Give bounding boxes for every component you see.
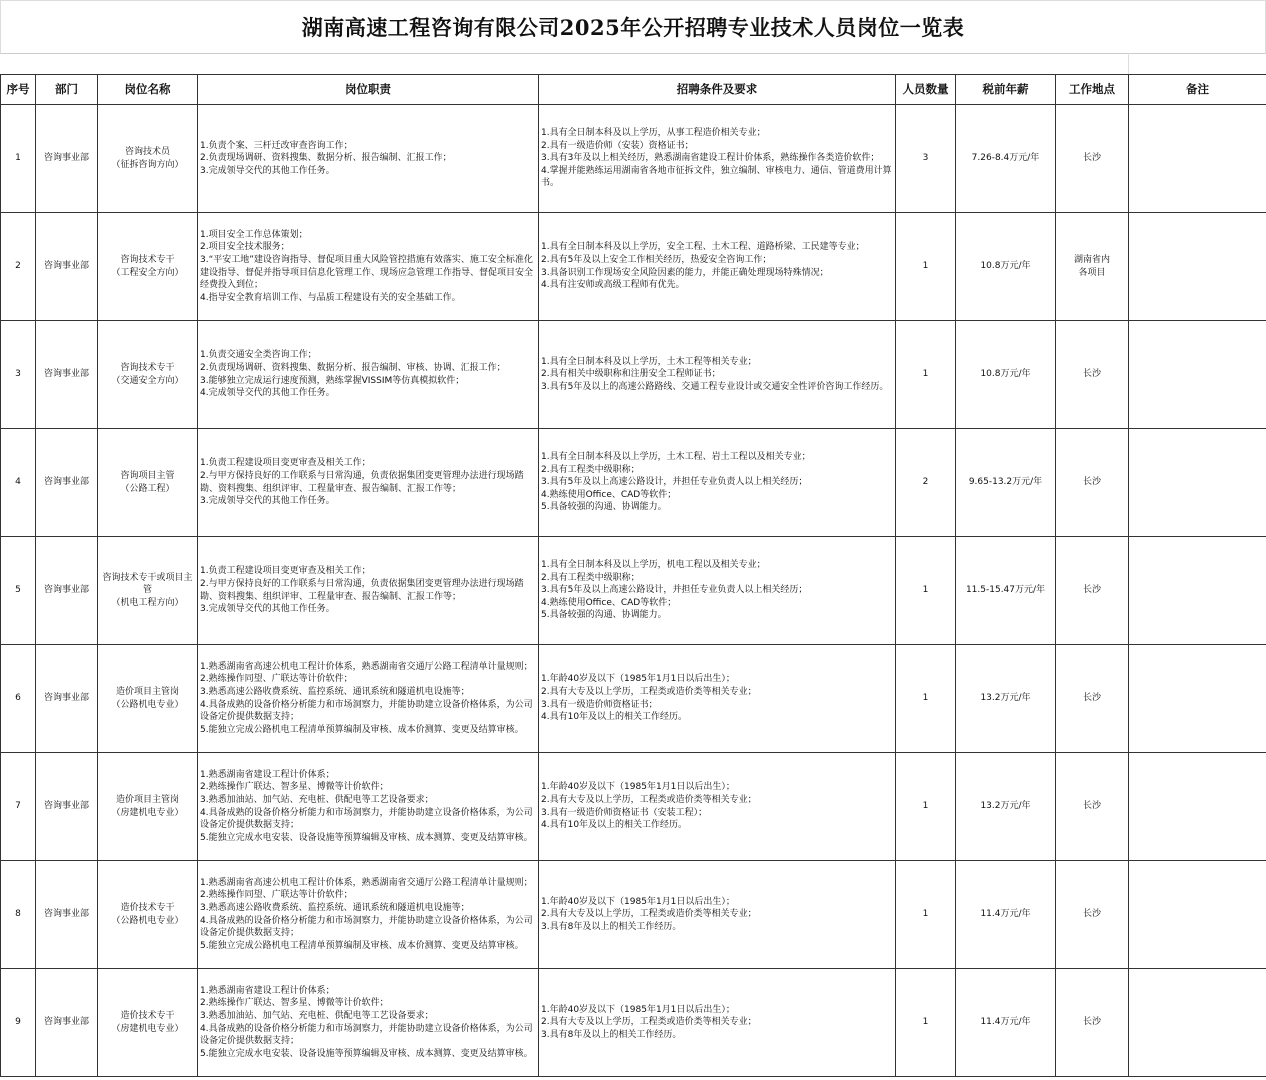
position-name	[98, 969, 198, 1077]
duties	[198, 645, 539, 753]
headcount: 1	[896, 537, 956, 645]
remark	[1129, 753, 1266, 861]
location-line: 各项目	[1078, 267, 1106, 278]
position-name-line: （公路工程）	[120, 483, 175, 494]
requirement-item: 2.具有大专及以上学历，工程类或造价类等相关专业；	[541, 909, 757, 920]
department: 咨询事业部	[36, 969, 98, 1077]
requirement-item: 2.具有工程类中级职称；	[541, 464, 640, 475]
requirement-item: 2.具有大专及以上学历，工程类或造价类等相关专业；	[541, 794, 757, 805]
salary: 11.4万元/年	[956, 861, 1056, 969]
location-line: 长沙	[1082, 153, 1101, 164]
requirements	[539, 753, 896, 861]
duty-item: 3.能够独立完成运行速度预测，熟练掌握VISSIM等仿真模拟软件；	[200, 375, 465, 386]
row-number: 3	[1, 321, 36, 429]
duties	[198, 213, 539, 321]
row-number: 7	[1, 753, 36, 861]
requirement-item: 3.具有3年及以上相关经历，熟悉湖南省建设工程计价体系，熟练操作各类造价软件；	[541, 153, 880, 164]
position-name-line: 咨询项目主管	[120, 470, 175, 481]
duty-item: 1.熟悉湖南省建设工程计价体系；	[200, 769, 335, 780]
remark	[1129, 645, 1266, 753]
requirement-item: 2.具有5年及以上安全工作相关经历，热爱安全咨询工作；	[541, 254, 772, 265]
position-name-line: （征拆咨询方向）	[111, 159, 184, 170]
location	[1056, 969, 1129, 1077]
requirement-item: 2.具有一级造价师（安装）资格证书；	[541, 140, 694, 151]
salary: 10.8万元/年	[956, 213, 1056, 321]
header-salary: 税前年薪	[956, 75, 1056, 105]
salary: 13.2万元/年	[956, 753, 1056, 861]
location	[1056, 105, 1129, 213]
requirement-item: 4.熟练使用Office、CAD等软件；	[541, 489, 677, 500]
header-row	[1, 75, 1266, 105]
department: 咨询事业部	[36, 429, 98, 537]
duty-item: 1.熟悉湖南省高速公机电工程计价体系，熟悉湖南省交通厅公路工程清单计量规则；	[200, 661, 533, 672]
duties	[198, 429, 539, 537]
location-line: 长沙	[1082, 693, 1101, 704]
headcount: 1	[896, 321, 956, 429]
position-name	[98, 753, 198, 861]
requirement-item: 1.具有全日制本科及以上学历，安全工程、土木工程、道路桥梁、工民建等专业；	[541, 242, 865, 253]
row-number: 2	[1, 213, 36, 321]
requirements	[539, 861, 896, 969]
remark	[1129, 969, 1266, 1077]
duty-item: 3.完成领导交代的其他工作任务。	[200, 496, 335, 507]
position-name	[98, 537, 198, 645]
position-name-line: （房建机电专业）	[111, 1023, 184, 1034]
table-row	[1, 429, 1266, 537]
location-line: 长沙	[1082, 909, 1101, 920]
duty-item: 2.负责现场调研、资料搜集、数据分析、报告编制、审核、协调、汇报工作；	[200, 362, 506, 373]
requirement-item: 5.具备较强的沟通、协调能力。	[541, 502, 667, 513]
row-number: 6	[1, 645, 36, 753]
requirement-item: 1.年龄40岁及以下（1985年1月1日以后出生）；	[541, 674, 735, 685]
duty-item: 3.熟悉加油站、加气站、充电桩、供配电等工艺设备要求；	[200, 1010, 434, 1021]
table-row	[1, 213, 1266, 321]
headcount: 1	[896, 213, 956, 321]
requirements	[539, 537, 896, 645]
requirement-item: 2.具有相关中级职称和注册安全工程师证书；	[541, 369, 721, 380]
duty-item: 5.能独立完成水电安装、设备设施等预算编辑及审核、成本测算、变更及结算审核。	[200, 1048, 533, 1059]
header-requirements: 招聘条件及要求	[539, 75, 896, 105]
requirement-item: 4.熟练使用Office、CAD等软件；	[541, 597, 677, 608]
department: 咨询事业部	[36, 753, 98, 861]
remark	[1129, 537, 1266, 645]
position-name-line: 造价项目主管岗	[115, 794, 179, 805]
duty-item: 1.负责工程建设项目变更审查及相关工作；	[200, 566, 371, 577]
duty-item: 4.具备成熟的设备价格分析能力和市场洞察力，并能协助建立设备价格体系，为公司设备定价提供数据支持；	[200, 699, 533, 723]
position-name-line: （机电工程方向）	[111, 597, 184, 608]
position-name	[98, 321, 198, 429]
requirements	[539, 969, 896, 1077]
requirement-item: 1.年龄40岁及以下（1985年1月1日以后出生）；	[541, 896, 735, 907]
requirement-item: 2.具有大专及以上学历，工程类或造价类等相关专业；	[541, 1017, 757, 1028]
duty-item: 3.“平安工地”建设咨询指导、督促项目重大风险管控措施有效落实、施工安全标准化建设指导、督促并指导项目信息化管理工作、现场应急管理工作指导、督促项目安全经费投入到位；	[200, 254, 534, 291]
salary: 7.26-8.4万元/年	[956, 105, 1056, 213]
position-name-line: 造价项目主管岗	[115, 686, 179, 697]
duty-item: 1.负责工程建设项目变更审查及相关工作；	[200, 458, 371, 469]
duty-item: 2.与甲方保持良好的工作联系与日常沟通，负责依据集团变更管理办法进行现场踏勘、资料搜集、组织评审、工程量审查、报告编制、汇报工作等；	[200, 578, 524, 602]
header-no: 序号	[1, 75, 36, 105]
duty-item: 2.负责现场调研、资料搜集、数据分析、报告编制、汇报工作；	[200, 153, 452, 164]
position-name	[98, 213, 198, 321]
location	[1056, 861, 1129, 969]
requirement-item: 3.具有一级造价师资格证书；	[541, 699, 658, 710]
headcount: 1	[896, 861, 956, 969]
department: 咨询事业部	[36, 645, 98, 753]
department: 咨询事业部	[36, 537, 98, 645]
duty-item: 3.完成领导交代的其他工作任务。	[200, 165, 335, 176]
requirement-item: 4.具有10年及以上的相关工作经历。	[541, 712, 688, 723]
position-name	[98, 429, 198, 537]
location-line: 长沙	[1082, 1017, 1101, 1028]
position-name-line: （交通安全方向）	[111, 375, 184, 386]
remark	[1129, 105, 1266, 213]
requirement-item: 1.具有全日制本科及以上学历，土木工程等相关专业；	[541, 356, 757, 367]
duty-item: 5.能独立完成公路机电工程清单预算编制及审核、成本价测算、变更及结算审核。	[200, 940, 524, 951]
table-row	[1, 321, 1266, 429]
location	[1056, 645, 1129, 753]
requirement-item: 1.年龄40岁及以下（1985年1月1日以后出生）；	[541, 782, 735, 793]
header-location: 工作地点	[1056, 75, 1129, 105]
row-number: 4	[1, 429, 36, 537]
salary: 10.8万元/年	[956, 321, 1056, 429]
position-name-line: 咨询技术员	[124, 146, 170, 157]
spacer-band	[0, 53, 1266, 74]
table-row	[1, 537, 1266, 645]
header-department: 部门	[36, 75, 98, 105]
page-title: 湖南高速工程咨询有限公司2025年公开招聘专业技术人员岗位一览表	[301, 15, 965, 40]
requirements	[539, 429, 896, 537]
location-line: 长沙	[1082, 477, 1101, 488]
requirements	[539, 105, 896, 213]
requirement-item: 2.具有工程类中级职称；	[541, 572, 640, 583]
salary: 13.2万元/年	[956, 645, 1056, 753]
header-count: 人员数量	[896, 75, 956, 105]
requirement-item: 5.具备较强的沟通、协调能力。	[541, 610, 667, 621]
position-name-line: 咨询技术专干	[120, 254, 175, 265]
salary: 11.5-15.47万元/年	[956, 537, 1056, 645]
position-name	[98, 861, 198, 969]
duty-item: 4.具备成熟的设备价格分析能力和市场洞察力，并能协助建立设备价格体系，为公司设备定价提供数据支持；	[200, 1023, 533, 1047]
duty-item: 4.完成领导交代的其他工作任务。	[200, 388, 335, 399]
duty-item: 4.指导安全教育培训工作、与品质工程建设有关的安全基础工作。	[200, 292, 461, 303]
requirement-item: 3.具有一级造价师资格证书（安装工程）；	[541, 807, 708, 818]
position-name-line: （公路机电专业）	[111, 699, 184, 710]
requirement-item: 4.具有注安师或高级工程师有优先。	[541, 280, 685, 291]
requirement-item: 1.具有全日制本科及以上学历，从事工程造价相关专业；	[541, 128, 766, 139]
headcount: 1	[896, 645, 956, 753]
header-remark: 备注	[1129, 75, 1266, 105]
duty-item: 3.熟悉高速公路收费系统、监控系统、通讯系统和隧道机电设施等；	[200, 686, 470, 697]
position-name-line: 咨询技术专干	[120, 362, 175, 373]
title-band	[0, 0, 1266, 54]
location	[1056, 213, 1129, 321]
duties	[198, 861, 539, 969]
department: 咨询事业部	[36, 213, 98, 321]
position-name-line: 造价技术专干	[120, 1010, 175, 1021]
position-name-line: 咨询技术专干或项目主管	[102, 572, 193, 596]
location	[1056, 429, 1129, 537]
requirement-item: 1.具有全日制本科及以上学历，机电工程以及相关专业；	[541, 560, 766, 571]
headcount: 1	[896, 753, 956, 861]
header-position: 岗位名称	[98, 75, 198, 105]
requirements	[539, 213, 896, 321]
row-number: 9	[1, 969, 36, 1077]
duty-item: 2.熟练操作同望、广联达等计价软件；	[200, 674, 353, 685]
table-row	[1, 645, 1266, 753]
duty-item: 4.具备成熟的设备价格分析能力和市场洞察力，并能协助建立设备价格体系，为公司设备定价提供数据支持；	[200, 915, 533, 939]
requirement-item: 3.具有8年及以上的相关工作经历。	[541, 921, 682, 932]
row-number: 1	[1, 105, 36, 213]
location-line: 长沙	[1082, 801, 1101, 812]
duty-item: 4.具备成熟的设备价格分析能力和市场洞察力，并能协助建立设备价格体系，为公司设备定价提供数据支持；	[200, 807, 533, 831]
duty-item: 1.熟悉湖南省建设工程计价体系；	[200, 985, 335, 996]
requirement-item: 4.掌握并能熟练运用湖南省各地市征拆文件，独立编制、审核电力、通信、管道费用计算书。	[541, 165, 892, 189]
salary: 9.65-13.2万元/年	[956, 429, 1056, 537]
duty-item: 1.负责个案、三杆迁改审查咨询工作；	[200, 140, 353, 151]
divider	[1128, 53, 1129, 74]
duty-item: 3.熟悉高速公路收费系统、监控系统、通讯系统和隧道机电设施等；	[200, 902, 470, 913]
requirement-item: 1.具有全日制本科及以上学历，土木工程、岩土工程以及相关专业；	[541, 452, 811, 463]
location	[1056, 321, 1129, 429]
duty-item: 2.熟练操作广联达、智多星、博微等计价软件；	[200, 998, 389, 1009]
remark	[1129, 321, 1266, 429]
location-line: 湖南省内	[1073, 254, 1110, 265]
position-name-line: （工程安全方向）	[111, 267, 184, 278]
position-name-line: 造价技术专干	[120, 902, 175, 913]
remark	[1129, 213, 1266, 321]
duty-item: 3.完成领导交代的其他工作任务。	[200, 604, 335, 615]
requirements	[539, 321, 896, 429]
location-line: 长沙	[1082, 585, 1101, 596]
location-line: 长沙	[1082, 369, 1101, 380]
position-name	[98, 105, 198, 213]
row-number: 8	[1, 861, 36, 969]
requirement-item: 3.具有5年及以上的高速公路路线、交通工程专业设计或交通安全性评价咨询工作经历。	[541, 381, 889, 392]
duty-item: 3.熟悉加油站、加气站、充电桩、供配电等工艺设备要求；	[200, 794, 434, 805]
headcount: 2	[896, 429, 956, 537]
duty-item: 5.能独立完成水电安装、设备设施等预算编辑及审核、成本测算、变更及结算审核。	[200, 832, 533, 843]
duty-item: 1.熟悉湖南省高速公机电工程计价体系，熟悉湖南省交通厅公路工程清单计量规则；	[200, 877, 533, 888]
position-name-line: （房建机电专业）	[111, 807, 184, 818]
duty-item: 2.熟练操作同望、广联达等计价软件；	[200, 890, 353, 901]
duties	[198, 537, 539, 645]
requirements	[539, 645, 896, 753]
duties	[198, 321, 539, 429]
duty-item: 5.能独立完成公路机电工程清单预算编制及审核、成本价测算、变更及结算审核。	[200, 724, 524, 735]
requirement-item: 3.具有5年及以上高速公路设计，并担任专业负责人以上相关经历；	[541, 585, 808, 596]
requirement-item: 3.具有8年及以上的相关工作经历。	[541, 1029, 682, 1040]
table-row	[1, 105, 1266, 213]
requirement-item: 1.年龄40岁及以下（1985年1月1日以后出生）；	[541, 1004, 735, 1015]
position-name-line: （公路机电专业）	[111, 915, 184, 926]
duty-item: 1.负责交通安全类咨询工作；	[200, 350, 317, 361]
position-name	[98, 645, 198, 753]
department: 咨询事业部	[36, 861, 98, 969]
requirement-item: 3.具有5年及以上高速公路设计，并担任专业负责人以上相关经历；	[541, 477, 808, 488]
remark	[1129, 429, 1266, 537]
requirement-item: 2.具有大专及以上学历，工程类或造价类等相关专业；	[541, 686, 757, 697]
salary: 11.4万元/年	[956, 969, 1056, 1077]
headcount: 3	[896, 105, 956, 213]
duty-item: 2.与甲方保持良好的工作联系与日常沟通，负责依据集团变更管理办法进行现场踏勘、资料搜集、组织评审、工程量审查、报告编制、汇报工作等；	[200, 470, 524, 494]
duty-item: 2.项目安全技术服务；	[200, 242, 290, 253]
duties	[198, 969, 539, 1077]
department: 咨询事业部	[36, 321, 98, 429]
table-row	[1, 861, 1266, 969]
location	[1056, 537, 1129, 645]
table-row	[1, 969, 1266, 1077]
duties	[198, 105, 539, 213]
headcount: 1	[896, 969, 956, 1077]
table-row	[1, 753, 1266, 861]
duty-item: 1.项目安全工作总体策划；	[200, 229, 308, 240]
requirement-item: 4.具有10年及以上的相关工作经历。	[541, 820, 688, 831]
header-duties: 岗位职责	[198, 75, 539, 105]
requirement-item: 3.具备识别工作现场安全风险因素的能力，并能正确处理现场特殊情况；	[541, 267, 829, 278]
duties	[198, 753, 539, 861]
remark	[1129, 861, 1266, 969]
duty-item: 2.熟练操作广联达、智多星、博微等计价软件；	[200, 782, 389, 793]
department: 咨询事业部	[36, 105, 98, 213]
location	[1056, 753, 1129, 861]
row-number: 5	[1, 537, 36, 645]
positions-table	[0, 74, 1266, 1077]
